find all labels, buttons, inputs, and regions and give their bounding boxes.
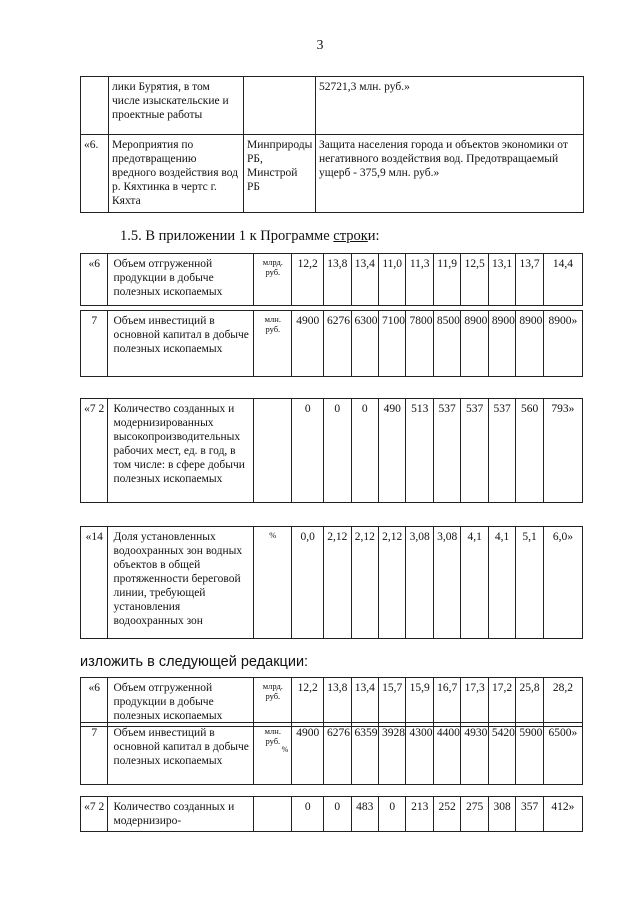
row-value: 2,12	[378, 527, 405, 639]
row-unit	[254, 723, 292, 785]
row-value: 14,4	[543, 254, 582, 306]
row-number: «7 2	[81, 399, 108, 503]
row-value: 537	[461, 399, 488, 503]
new-row-table	[80, 722, 583, 785]
cell-measure: лики Бурятия, в том числе изыскательские и проектные работы	[109, 77, 244, 135]
heading-suffix: и:	[367, 228, 380, 244]
unit-label: %	[269, 530, 277, 540]
row-unit	[254, 311, 292, 377]
cell-result: 52721,3 млн. руб.»	[316, 77, 584, 135]
row-value: 213	[406, 797, 433, 832]
row-value: 0,0	[292, 527, 324, 639]
row-indicator-name: Объем отгруженной продукции в добыче полезных ископаемых	[108, 678, 254, 727]
cell-agency: Минприроды РБ, Минстрой РБ	[244, 135, 316, 213]
row-value: 0	[324, 399, 351, 503]
row-unit	[254, 678, 292, 727]
row-value: 12,2	[292, 254, 324, 306]
row-value: 0	[378, 797, 405, 832]
row-value: 5,1	[516, 527, 543, 639]
section-heading-2: изложить в следующей редакции:	[80, 654, 309, 670]
row-value: 7100	[378, 311, 405, 377]
table-row	[81, 723, 583, 785]
cell-agency	[244, 77, 316, 135]
row-number: «6	[81, 254, 108, 306]
row-value: 13,7	[516, 254, 543, 306]
heading-underlined: строк	[333, 228, 368, 244]
table-row	[81, 135, 584, 213]
row-value: 0	[292, 797, 324, 832]
unit-extra-mark: %	[281, 745, 289, 754]
row-value: 3,08	[406, 527, 433, 639]
row-value: 513	[406, 399, 433, 503]
row-indicator-name: Объем инвестиций в основной капитал в добыче полезных ископаемых	[108, 723, 254, 785]
row-value: 2,12	[351, 527, 378, 639]
row-value: 15,9	[406, 678, 433, 727]
row-value: 13,4	[351, 254, 378, 306]
row-indicator-name: Объем инвестиций в основной капитал в добыче полезных ископаемых	[108, 311, 254, 377]
row-unit	[254, 254, 292, 306]
row-value: 11,9	[433, 254, 460, 306]
row-number: 7	[81, 723, 108, 785]
unit-label: млн. руб.	[264, 726, 281, 746]
new-row-table	[80, 677, 583, 727]
row-value: 5420	[488, 723, 515, 785]
row-value: 4,1	[488, 527, 515, 639]
table-row	[81, 399, 583, 503]
unit-label: млн. руб.	[264, 314, 281, 334]
row-value: 4400	[433, 723, 460, 785]
row-value: 4300	[406, 723, 433, 785]
row-value: 15,7	[378, 678, 405, 727]
row-value: 793»	[543, 399, 582, 503]
row-value: 0	[324, 797, 351, 832]
table-row	[81, 797, 583, 832]
row-value: 3928	[378, 723, 405, 785]
old-row-table	[80, 398, 583, 503]
row-value: 4900	[292, 311, 324, 377]
heading-prefix: 1.5. В приложении 1 к Программе	[120, 228, 334, 244]
row-value: 8900»	[543, 311, 582, 377]
row-number: «6	[81, 678, 108, 727]
row-value: 6500»	[543, 723, 582, 785]
row-value: 17,3	[461, 678, 488, 727]
row-number: «7 2	[81, 797, 108, 832]
unit-label: млрд. руб.	[262, 257, 283, 277]
section-heading	[120, 228, 380, 245]
row-value: 6,0»	[543, 527, 582, 639]
unit-label: млрд. руб.	[262, 681, 283, 701]
row-value: 8900	[516, 311, 543, 377]
old-row-table	[80, 253, 583, 306]
row-value: 12,2	[292, 678, 324, 727]
row-value: 5900	[516, 723, 543, 785]
row-value: 13,1	[488, 254, 515, 306]
row-value: 17,2	[488, 678, 515, 727]
row-value: 490	[378, 399, 405, 503]
cell-measure: Мероприятия по предотвращению вредного воздействия вод р. Кяхтинка в чертс г. Кяхта	[109, 135, 244, 213]
page-number: 3	[316, 38, 324, 53]
row-value: 11,0	[378, 254, 405, 306]
row-value: 0	[351, 399, 378, 503]
row-value: 11,3	[406, 254, 433, 306]
row-value: 537	[488, 399, 515, 503]
row-indicator-name: Доля установленных водоохранных зон водных объектов в общей протяженности береговой линии, требующей установления водоохранных зон	[108, 527, 254, 639]
row-unit	[254, 797, 292, 832]
old-row-table	[80, 526, 583, 639]
old-row-table	[80, 310, 583, 377]
row-value: 4900	[292, 723, 324, 785]
table-row	[81, 678, 583, 727]
table-row	[81, 527, 583, 639]
row-value: 28,2	[543, 678, 582, 727]
cell-number	[81, 77, 109, 135]
row-value: 560	[516, 399, 543, 503]
row-value: 8900	[488, 311, 515, 377]
row-value: 6359	[351, 723, 378, 785]
row-value: 16,7	[433, 678, 460, 727]
row-value: 13,8	[324, 678, 351, 727]
new-row-table	[80, 796, 583, 832]
row-indicator-name: Количество созданных и модернизиро-	[108, 797, 254, 832]
row-value: 13,4	[351, 678, 378, 727]
row-value: 8500	[433, 311, 460, 377]
row-value: 6300	[351, 311, 378, 377]
row-unit	[254, 527, 292, 639]
row-value: 0	[292, 399, 324, 503]
row-value: 6276	[324, 311, 351, 377]
row-number: 7	[81, 311, 108, 377]
row-value: 412»	[543, 797, 582, 832]
row-value: 2,12	[324, 527, 351, 639]
table-row	[81, 311, 583, 377]
top-table	[80, 76, 584, 213]
row-value: 252	[433, 797, 460, 832]
row-value: 308	[488, 797, 515, 832]
row-value: 537	[433, 399, 460, 503]
row-value: 3,08	[433, 527, 460, 639]
row-indicator-name: Объем отгруженной продукции в добыче полезных ископаемых	[108, 254, 254, 306]
row-value: 8900	[461, 311, 488, 377]
row-unit	[254, 399, 292, 503]
row-value: 483	[351, 797, 378, 832]
row-value: 12,5	[461, 254, 488, 306]
row-value: 6276	[324, 723, 351, 785]
table-row	[81, 254, 583, 306]
row-indicator-name: Количество созданных и модернизированных высокопроизводительных рабочих мест, ед. в год, в том числе: в сфере добычи полезных ископаемых	[108, 399, 254, 503]
row-number: «14	[81, 527, 108, 639]
row-value: 7800	[406, 311, 433, 377]
row-value: 13,8	[324, 254, 351, 306]
row-value: 25,8	[516, 678, 543, 727]
row-value: 275	[461, 797, 488, 832]
row-value: 4,1	[461, 527, 488, 639]
row-value: 4930	[461, 723, 488, 785]
cell-number: «6.	[81, 135, 109, 213]
table-row	[81, 77, 584, 135]
cell-result: Защита населения города и объектов экономики от негативного воздействия вод. Предотвращаемый ущерб - 375,9 млн. руб.»	[316, 135, 584, 213]
row-value: 357	[516, 797, 543, 832]
